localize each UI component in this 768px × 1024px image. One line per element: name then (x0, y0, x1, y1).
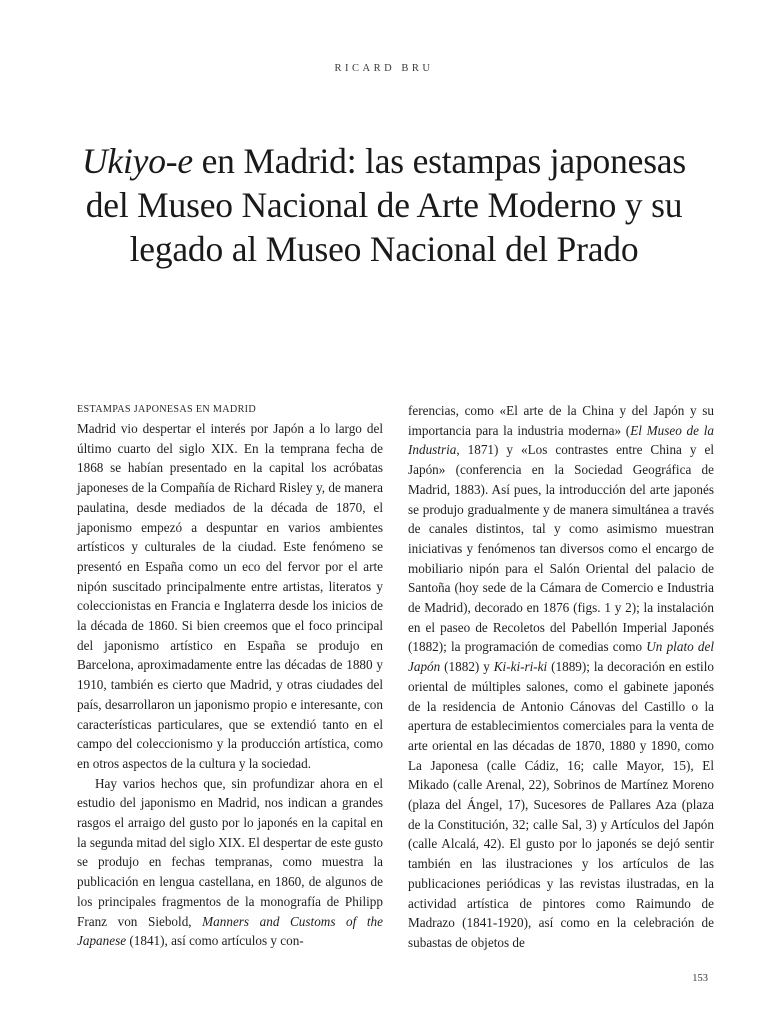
paragraph-3-comedy-title-2: Ki-ki-ri-ki (493, 659, 548, 675)
paragraph-2 (77, 774, 383, 951)
paragraph-3-text-3: (1882) y (440, 659, 494, 675)
paragraph-2-text-start: Hay varios hechos que, sin profundizar ahora en el estudio del japonismo en Madrid, nos indican a grandes rasgos el arraigo del gusto por lo japonés en la capital en la segunda mitad del siglo XIX. El despertar de este gusto se produjo en fechas tempranas, como muestra la publicación en lengua castellana, en 1860, de algunos de los principales fragmentos de la monografía de Philipp Franz von Siebold, (77, 775, 383, 929)
page-number: 153 (692, 973, 708, 984)
paragraph-3-text-1: ferencias, como «El arte de la China y del Japón y su importancia para la industria moderna» ( (408, 403, 714, 438)
section-heading: ESTAMPAS JAPONESAS EN MADRID (77, 404, 257, 415)
title-rest: en Madrid: las estampas japonesas del Museo Nacional de Arte Moderno y su legado al Museo Nacional del Prado (85, 141, 686, 269)
paragraph-1: Madrid vio despertar el interés por Japón a lo largo del último cuarto del siglo XIX. En la temprana fecha de 1868 se habían presentado en la capital los acróbatas japoneses de la Compañía de Richard Risley y, de manera paulatina, desde mediados de la década de 1870, el japonismo empezó a despuntar en varios ambientes artísticos y culturales de la ciudad. Este fenómeno se presentó en España como un eco del fervor por el arte nipón suscitado principalmente entre artistas, literatos y coleccionistas en Francia e Inglaterra desde los inicios de la década de 1860. Si bien creemos que el foco principal del japonismo artístico en España se produjo en Barcelona, aproximadamente entre las décadas de 1880 y 1910, también es cierto que Madrid, y otras ciudades del país, desarrollaron un japonismo propio e interesante, con características particulares, que se extendió tanto en el campo del coleccionismo y la producción artística, como en otros aspectos de la cultura y la sociedad. (77, 421, 383, 771)
paragraph-2-book-title: Manners and Customs of the Japanese (77, 913, 383, 949)
paragraph-2-text-end: (1841), así como artículos y con- (126, 933, 304, 949)
running-head-author: RICARD BRU (334, 63, 434, 74)
article-title (60, 139, 708, 271)
paragraph-3-text-2: , 1871) y «Los contrastes entre China y el Japón» (conferencia en la Sociedad Geográfica de Madrid, 1883). Así pues, la introducción del arte japonés se produjo gradualmente y de manera simultánea a través de canales distintos, tal y como asimismo muestran iniciativas y fenómenos tan diversos como el encargo de mobiliario nipón para el Salón Oriental del palacio de Santoña (hoy sede de la Cámara de Comercio e Industria de Madrid), decorado en 1876 (figs. 1 y 2); la instalación en el paseo de Recoletos del Pabellón Imperial Japonés (1882); la programación de comedias como (408, 442, 714, 655)
left-column (77, 402, 383, 951)
title-italic-part: Ukiyo-e (82, 141, 193, 181)
paragraph-3-text-4: (1889); la decoración en estilo oriental de múltiples salones, como el gabinete japonés de la residencia de Antonio Cánovas del Castillo o la apertura de establecimientos comerciales para la venta de arte oriental en las décadas de 1870, 1880 y 1890, como La Japonesa (calle Cádiz, 16; calle Mayor, 15), El Mikado (calle Arenal, 22), Sobrinos de Martínez Moreno (plaza del Ángel, 17), Sucesores de Pallares Aza (plaza de la Constitución, 32; calle Sal, 3) y Artículos del Japón (calle Alcalá, 42). El gusto por lo japonés se dejó sentir también en las ilustraciones y los artículos de las publicaciones periódicas y las revistas ilustradas, en la actividad artística de pintores como Raimundo de Madrazo (1841-1920), así como en la celebración de subastas de objetos de (408, 659, 714, 950)
paragraph-3-comedy-title-1: Un plato del Japón (408, 639, 715, 675)
right-column (408, 401, 714, 953)
paragraph-3-periodical-title: El Museo de la Industria (408, 422, 714, 458)
paragraph-3 (408, 401, 714, 953)
